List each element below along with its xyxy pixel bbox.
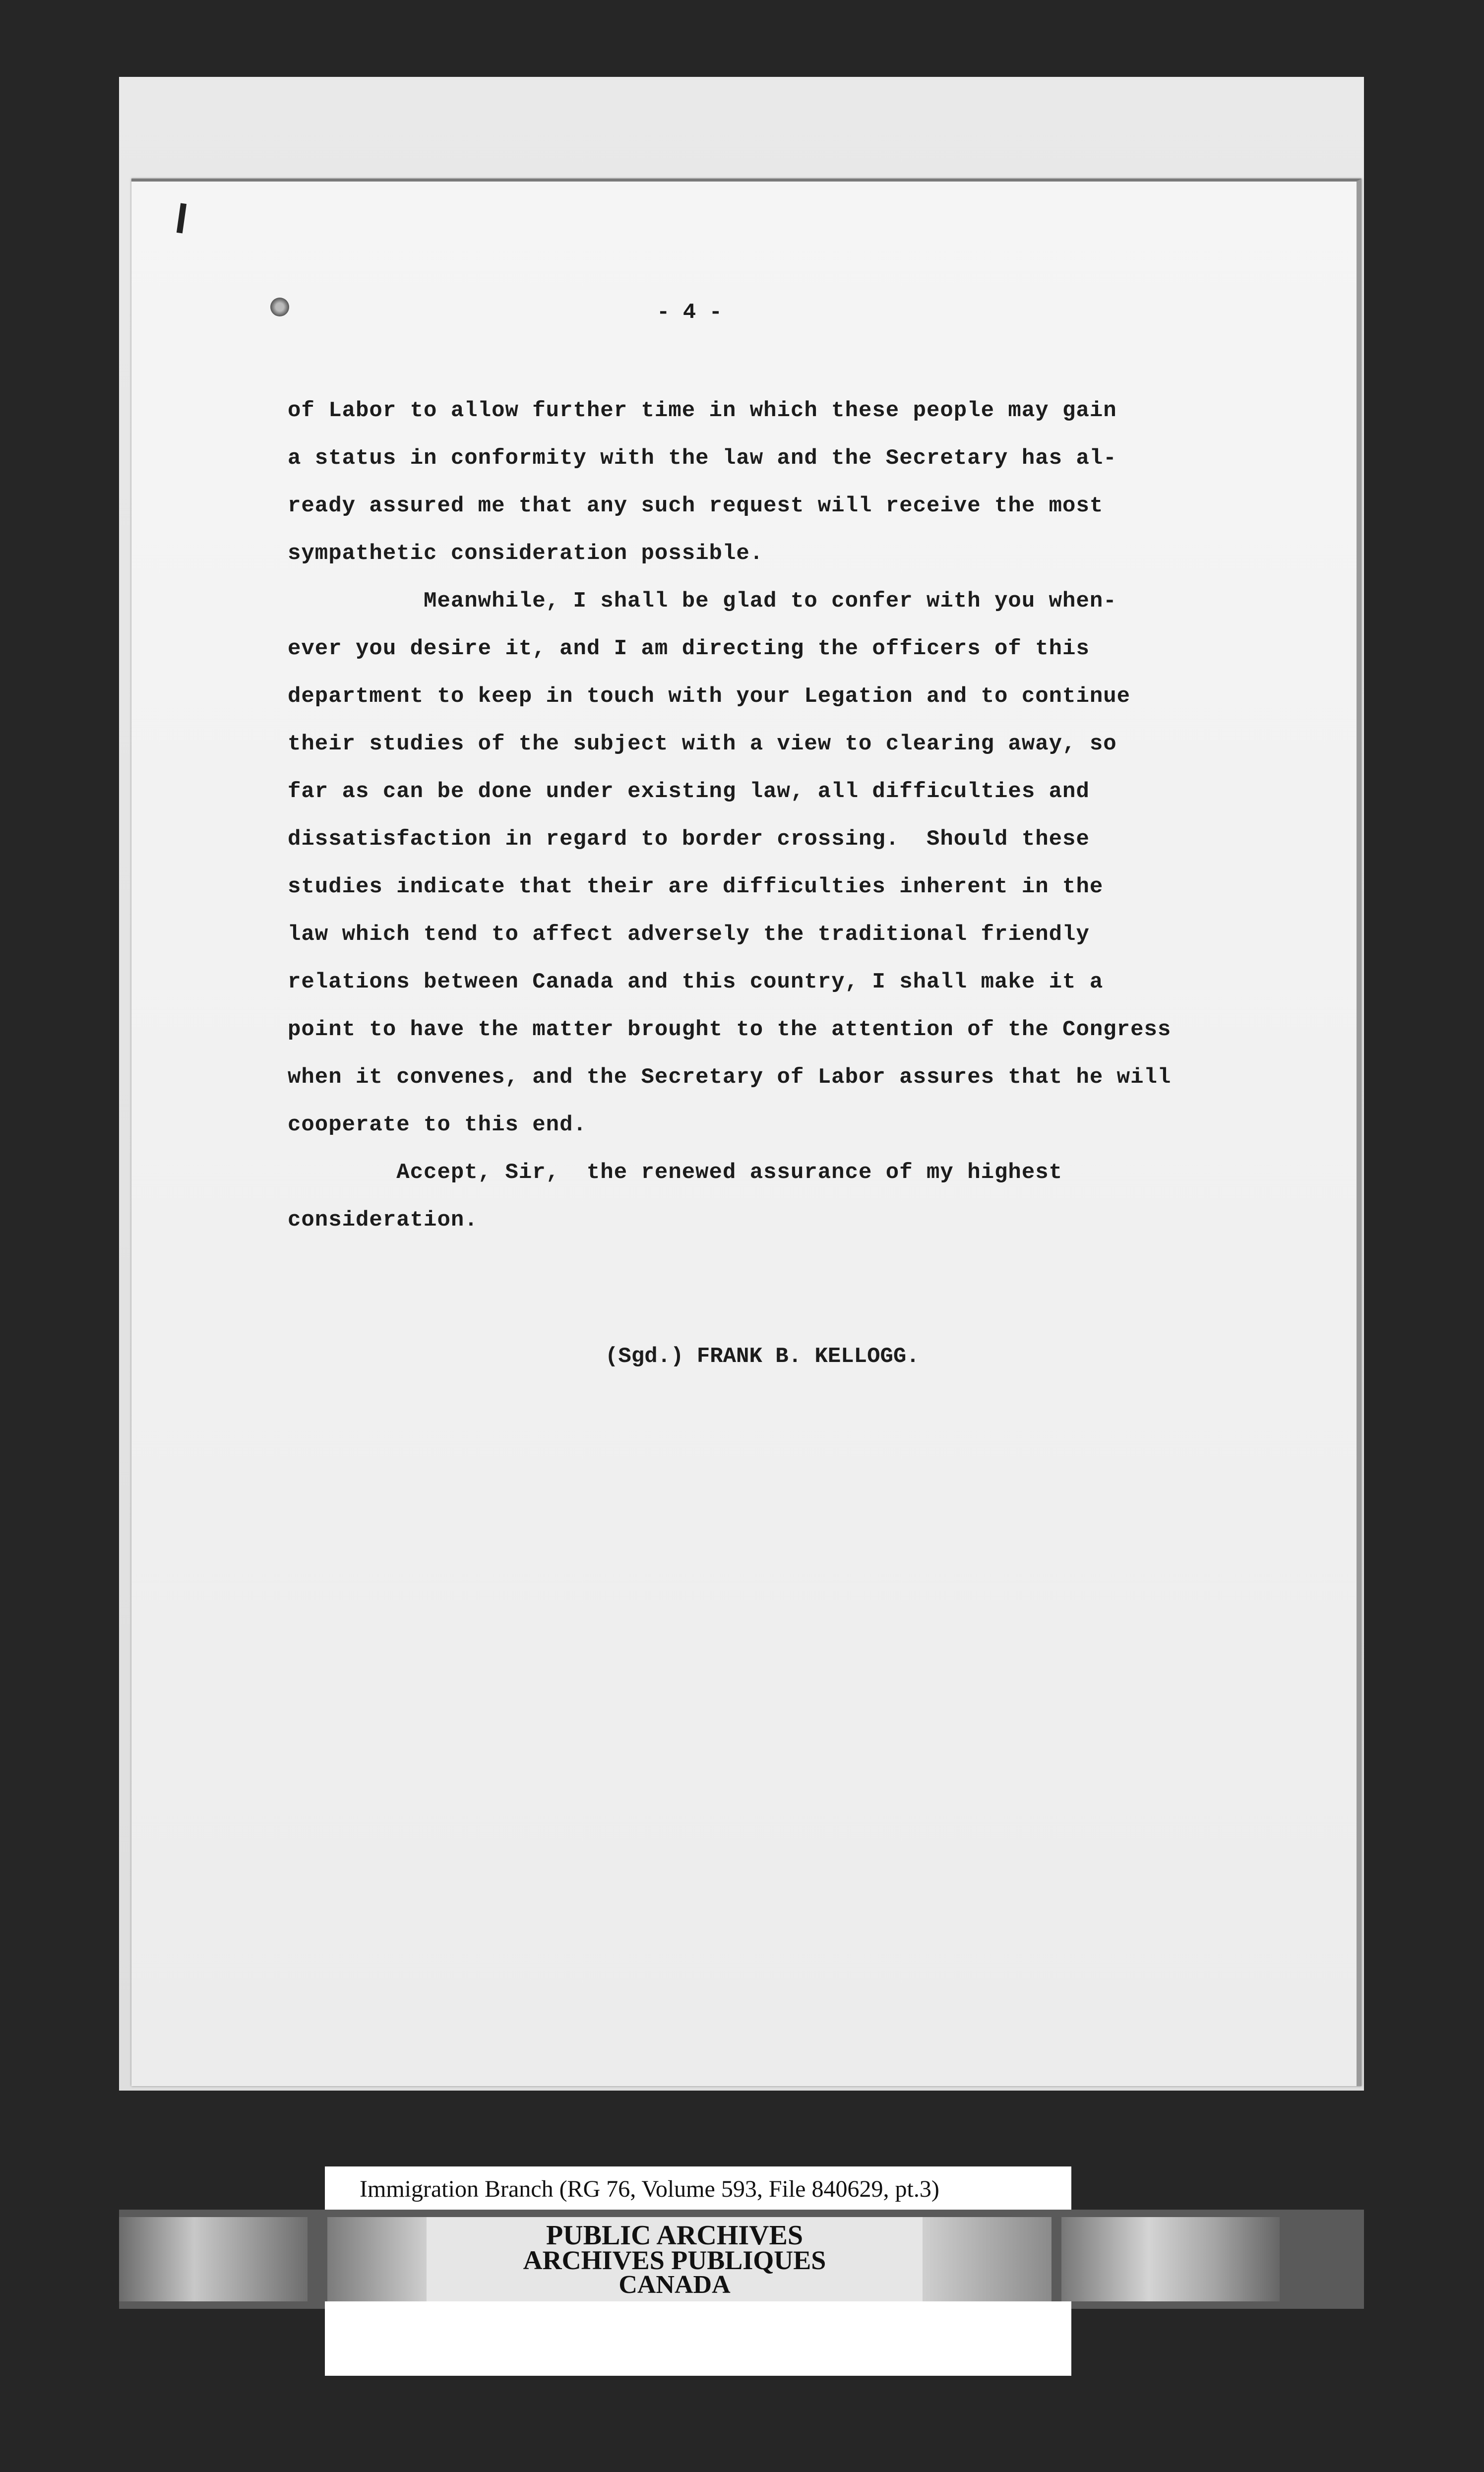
stamp-line-3: CANADA — [618, 2271, 731, 2299]
text-line: Meanwhile, I shall be glad to confer with you when- — [288, 589, 1117, 614]
text-line: cooperate to this end. — [288, 1112, 587, 1137]
text-line: ever you desire it, and I am directing the officers of this — [288, 636, 1090, 661]
text-line: studies indicate that their are difficulties inherent in the — [288, 874, 1104, 899]
stamp-line-2: ARCHIVES PUBLIQUES — [523, 2245, 826, 2275]
text-line: law which tend to affect adversely the traditional friendly — [288, 922, 1090, 947]
film-edge-center-right — [923, 2217, 1051, 2301]
text-line: dissatisfaction in regard to border crossing. Should these — [288, 827, 1090, 852]
punch-hole-mark — [270, 298, 289, 316]
archive-reference-label: Immigration Branch (RG 76, Volume 593, File 840629, pt.3) — [325, 2166, 1071, 2212]
film-edge-left — [119, 2217, 308, 2301]
text-line: relations between Canada and this country, I shall make it a — [288, 970, 1104, 994]
signature-line: (Sgd.) FRANK B. KELLOGG. — [605, 1344, 920, 1369]
film-edge-right — [1061, 2217, 1280, 2301]
letter-body — [288, 387, 1299, 1244]
film-edge-center-left — [327, 2217, 427, 2301]
text-line: far as can be done under existing law, all difficulties and — [288, 779, 1090, 804]
text-line: a status in conformity with the law and the Secretary has al- — [288, 446, 1117, 471]
text-line: their studies of the subject with a view to clearing away, so — [288, 732, 1117, 756]
text-line: when it convenes, and the Secretary of Labor assures that he will — [288, 1065, 1172, 1090]
archives-stamp — [427, 2217, 923, 2301]
stamp-line-1: PUBLIC ARCHIVES — [546, 2220, 804, 2251]
label-strip — [325, 2301, 1071, 2376]
text-line: sympathetic consideration possible. — [288, 541, 764, 566]
text-line: department to keep in touch with your Legation and to continue — [288, 684, 1131, 709]
text-line: point to have the matter brought to the attention of the Congress — [288, 1017, 1172, 1042]
text-line: consideration. — [288, 1208, 478, 1233]
text-line: Accept, Sir, the renewed assurance of my highest — [288, 1160, 1063, 1185]
text-line: of Labor to allow further time in which these people may gain — [288, 398, 1117, 423]
text-line: ready assured me that any such request will receive the most — [288, 494, 1104, 518]
page-number: - 4 - — [656, 300, 723, 325]
